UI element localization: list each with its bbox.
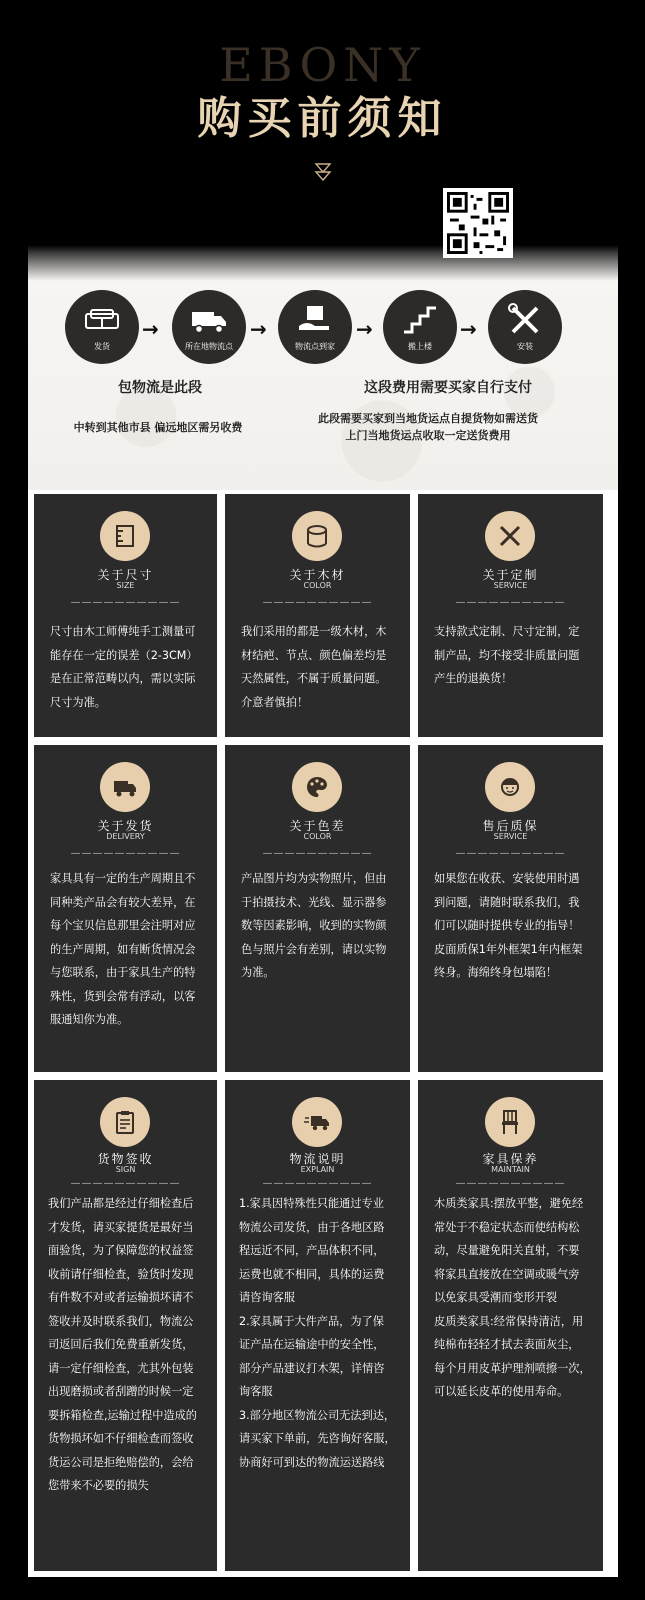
card-delivery	[34, 745, 217, 1072]
card-subtitle: COLOR	[303, 581, 332, 590]
flow-left-desc: 中转到其他市县 偏远地区需另收费	[73, 421, 243, 434]
card-subtitle: SERVICE	[493, 581, 528, 590]
card-logistics	[225, 1080, 410, 1571]
card-body: 尺寸由木工师傅纯手工测量可 能存在一定的误差（2-3CM） 是在正常范畴以内，需以实际 尺寸为准。	[50, 625, 198, 709]
divider: ——————————	[262, 597, 373, 608]
divider: ——————————	[70, 848, 181, 859]
card-body: 我们产品都是经过仔细检查后 才发货，请买家提货是最好当 面验货，为了保障您的权益签 收前请仔细检查，验货时发现 有件数不对或者运输损坏请不 签收并及时联系我们，物流公 司返回后我们免费重新发货， 请一定仔细检查，尤其外包装 出现磨损或者刮蹭的时候一定 要拆箱检查,运输过程中造成的 货物损坏如不仔细检查而签收 货运公司是拒绝赔偿的，会给 您带来不必要的损失	[48, 1197, 197, 1492]
flow-right-desc-2: 上门当地货运点收取一定送货费用	[345, 429, 511, 442]
chevron-down-icon	[313, 160, 333, 184]
divider: ——————————	[455, 1178, 566, 1189]
stairs-icon	[400, 300, 440, 340]
ruler-icon	[100, 511, 150, 561]
card-title: 关于定制	[482, 568, 539, 582]
flow-right-title: 这段费用需要买家自行支付	[364, 380, 532, 396]
card-subtitle: SERVICE	[493, 832, 528, 841]
fast-truck-icon	[292, 1097, 342, 1147]
card-sign	[34, 1080, 217, 1571]
card-color	[225, 745, 410, 1072]
divider: ——————————	[455, 597, 566, 608]
flow-step-label: 安装	[517, 342, 533, 351]
delivery-truck-icon	[100, 762, 150, 812]
info-grid	[28, 490, 618, 1577]
card-size	[34, 494, 217, 737]
box-hand-icon	[295, 300, 335, 340]
card-after-sales	[418, 745, 603, 1072]
divider: ——————————	[262, 1178, 373, 1189]
arrow-right-icon: →	[460, 317, 477, 341]
card-title: 关于发货	[97, 819, 154, 833]
card-maintain	[418, 1080, 603, 1571]
flow-step-upstairs	[383, 290, 457, 364]
flow-step-label: 搬上楼	[408, 342, 432, 351]
page-title: 购买前须知	[197, 93, 448, 144]
flow-step-install	[488, 290, 562, 364]
flow-step-to-home	[278, 290, 352, 364]
card-subtitle: COLOR	[303, 832, 332, 841]
flow-step-label: 物流点到家	[295, 342, 335, 351]
card-title: 家具保养	[482, 1152, 539, 1166]
flow-right-desc-1: 此段需要买家到当地货运点自提货物如需送货	[318, 412, 538, 425]
clipboard-icon	[100, 1097, 150, 1147]
card-wood	[225, 494, 410, 737]
brand-watermark: EBONY	[219, 38, 426, 92]
truck-icon	[189, 300, 229, 340]
sofa-icon	[82, 300, 122, 340]
flow-step-ship	[65, 290, 139, 364]
card-title: 物流说明	[289, 1152, 346, 1166]
card-body: 我们采用的都是一级木材，木 材结疤、节点、颜色偏差均是 天然属性，不属于质量问题。 介意者慎拍！	[241, 625, 387, 709]
card-subtitle: EXPLAIN	[300, 1165, 335, 1174]
flow-step-label: 所在地物流点	[185, 342, 233, 351]
card-body: 木质类家具:摆放平整，避免经 常处于不稳定状态而使结构松 动，尽量避免阳关直射，不要 将家具直接放在空调或暖气旁 以免家具受潮而变形开裂 皮质类家具:经常保持清洁，用 纯棉布轻轻才拭去表面灰尘， 每个月用皮革护理剂喷擦一次， 可以延长皮革的使用寿命。	[434, 1197, 591, 1398]
card-title: 售后质保	[482, 819, 539, 833]
card-title: 关于尺寸	[97, 568, 154, 582]
arrow-right-icon: →	[250, 317, 267, 341]
card-title: 关于色差	[289, 819, 346, 833]
service-person-icon	[485, 762, 535, 812]
arrow-right-icon: →	[356, 317, 373, 341]
card-subtitle: MAINTAIN	[491, 1165, 530, 1174]
chair-icon	[485, 1097, 535, 1147]
flow-step-label: 发货	[94, 342, 110, 351]
card-subtitle: DELIVERY	[106, 832, 145, 841]
qr-code-icon	[447, 192, 509, 254]
card-body: 支持款式定制、尺寸定制，定 制产品，均不接受非质量问题 产生的退换货！	[434, 625, 580, 685]
card-subtitle: SIZE	[116, 581, 135, 590]
card-body: 产品图片均为实物照片，但由 于拍摄技术、光线、显示器参 数等因素影响，收到的实物颜 色与照片会有差别，请以实物 为准。	[241, 872, 387, 979]
card-body: 1.家具因特殊性只能通过专业 物流公司发货，由于各地区路 程远近不同，产品体积不同， 运费也就不相同，具体的运费 请咨询客服 2.家具属于大件产品，为了保 证产品在运输途中的安全性， 部分产品建议打木架，详情咨 询客服 3.部分地区物流公司无法到达， 请买家下单前，先咨询好客服， 协商好可到达的物流运送路线	[239, 1197, 396, 1469]
card-title: 关于木材	[289, 568, 346, 582]
divider: ——————————	[70, 1178, 181, 1189]
card-custom	[418, 494, 603, 737]
flow-left-title: 包物流是此段	[118, 380, 202, 396]
divider: ——————————	[70, 597, 181, 608]
arrow-right-icon: →	[142, 317, 159, 341]
card-body: 家具具有一定的生产周期且不 同种类产品会有较大差异，在 每个宝贝信息那里会注明对应 的生产周期，如有断货情况会 与您联系，由于家具生产的特 殊性，货到会常有浮动，以客 服通知你为准。	[50, 872, 196, 1026]
pencil-ruler-icon	[485, 511, 535, 561]
card-title: 货物签收	[97, 1152, 154, 1166]
palette-icon	[292, 762, 342, 812]
shipping-flow-section	[28, 245, 618, 490]
flow-step-local-station	[172, 290, 246, 364]
wood-log-icon	[292, 511, 342, 561]
tools-icon	[505, 300, 545, 340]
divider: ——————————	[455, 848, 566, 859]
hero-header	[0, 0, 645, 250]
qr-code	[443, 188, 513, 258]
divider: ——————————	[262, 848, 373, 859]
card-subtitle: SIGN	[115, 1165, 136, 1174]
card-body: 如果您在收获、安装使用时遇 到问题，请随时联系我们，我 们可以随时提供专业的指导！ 皮面质保1年外框架1年内框架 终身。海绵终身包塌陷！	[434, 872, 583, 979]
